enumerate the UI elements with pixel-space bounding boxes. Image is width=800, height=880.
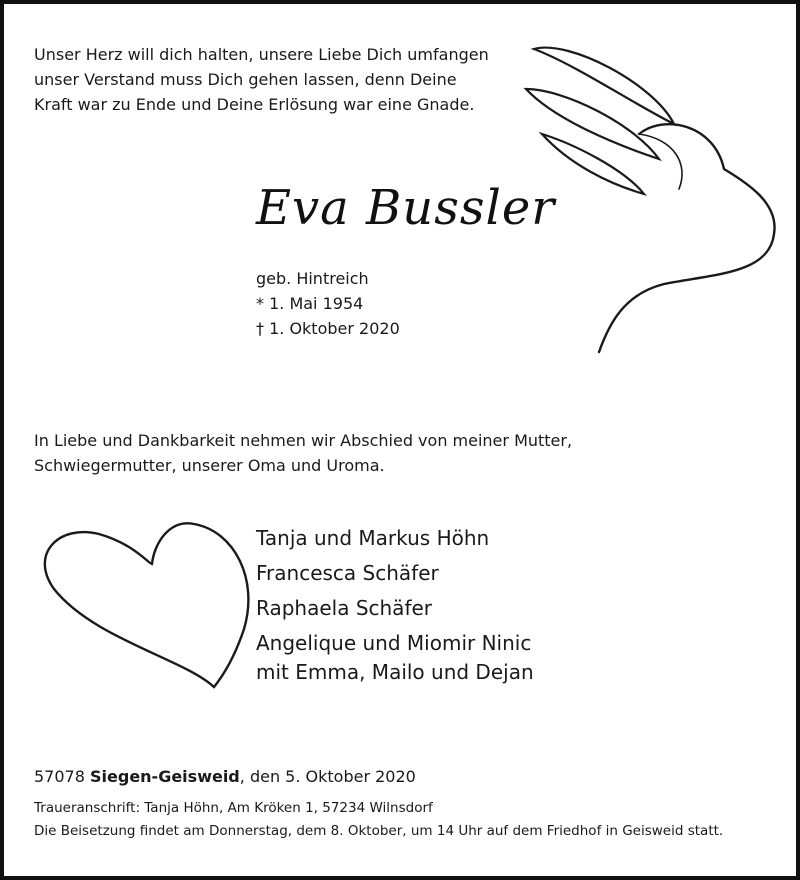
birth-date: * 1. Mai 1954 [256, 294, 364, 313]
mourner: Tanja und Markus Höhn [256, 526, 490, 550]
poem-line: unser Verstand muss Dich gehen lassen, denn Deine [34, 70, 457, 89]
maiden-name: geb. Hintreich [256, 269, 369, 288]
date: , den 5. Oktober 2020 [239, 767, 416, 786]
poem [34, 42, 534, 117]
farewell-line: In Liebe und Dankbarkeit nehmen wir Abschied von meiner Mutter, [34, 431, 573, 450]
mourner: Francesca Schäfer [256, 561, 439, 585]
city: Siegen-Geisweid [90, 767, 240, 786]
deceased-vitals [256, 266, 400, 341]
mourners-list [256, 524, 534, 693]
farewell-text [34, 428, 572, 478]
footer [34, 797, 723, 843]
poem-line: Unser Herz will dich halten, unsere Liebe Dich umfangen [34, 45, 489, 64]
death-date: † 1. Oktober 2020 [256, 319, 400, 338]
mourner: Angelique und Miomir Ninic [256, 631, 532, 655]
farewell-line: Schwiegermutter, unserer Oma und Uroma. [34, 456, 385, 475]
poem-line: Kraft war zu Ende und Deine Erlösung war eine Gnade. [34, 95, 475, 114]
zip-code: 57078 [34, 767, 85, 786]
funeral-info: Die Beisetzung findet am Donnerstag, dem 8. Oktober, um 14 Uhr auf dem Friedhof in Geisweid statt. [34, 823, 724, 839]
mourner: Raphaela Schäfer [256, 596, 433, 620]
place-and-date [34, 764, 416, 789]
heart-outline-icon [34, 509, 264, 694]
deceased-name: Eva Bussler [256, 180, 556, 236]
mourner: mit Emma, Mailo und Dejan [256, 660, 534, 684]
mourning-address: Traueranschrift: Tanja Höhn, Am Kröken 1, 57234 Wilnsdorf [34, 800, 433, 816]
